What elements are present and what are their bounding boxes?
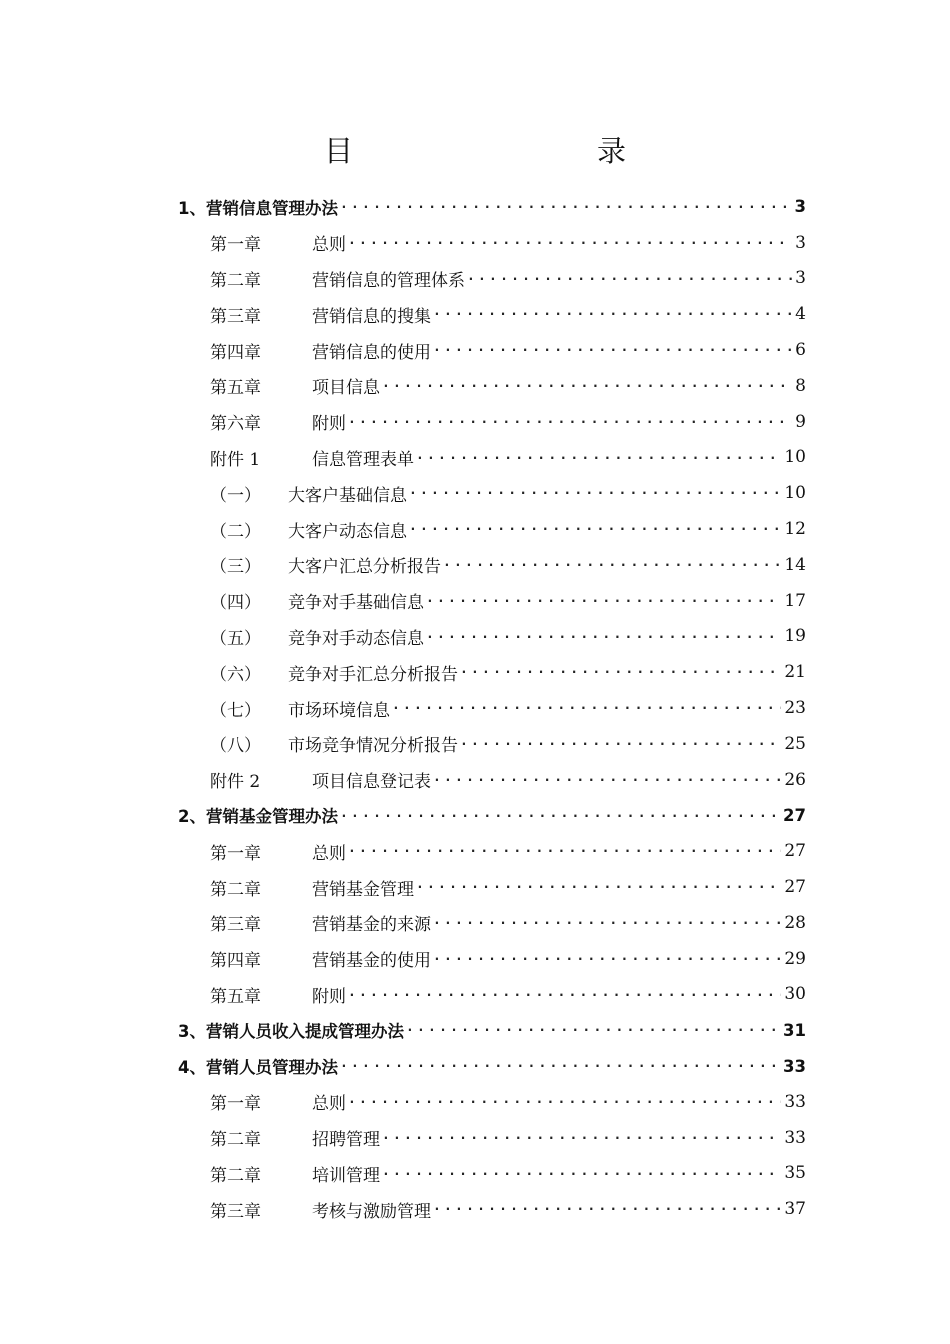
dot-leader	[433, 951, 781, 967]
toc-page-number: 6	[792, 340, 806, 360]
dot-leader	[433, 342, 792, 358]
toc-entry-number: 第五章	[210, 986, 261, 1007]
toc-page-number: 28	[781, 913, 806, 933]
dot-leader	[392, 700, 781, 716]
toc-entry-number: 第一章	[210, 235, 261, 256]
toc-entry-title: 项目信息	[312, 373, 382, 398]
toc-entry-number: 第三章	[210, 1201, 261, 1222]
dot-leader	[348, 1094, 781, 1110]
toc-entry-title: 培训管理	[312, 1161, 382, 1186]
toc-page-number: 12	[781, 519, 806, 539]
toc-entry-number: 第二章	[210, 879, 261, 900]
toc-entry-title: 4、营销人员管理办法	[178, 1054, 340, 1078]
toc-chapter-entry[interactable]	[0, 1084, 950, 1120]
dot-leader	[382, 1130, 781, 1146]
toc-entry-title: 大客户基础信息	[288, 481, 409, 506]
toc-page-number: 31	[780, 1021, 806, 1040]
toc-chapter-entry[interactable]	[0, 1156, 950, 1192]
toc-section-entry[interactable]	[0, 798, 950, 834]
toc-chapter-entry[interactable]	[0, 440, 950, 476]
dot-leader	[348, 235, 792, 251]
toc-chapter-entry[interactable]	[0, 977, 950, 1013]
toc-entry-title: 营销信息的使用	[312, 338, 433, 363]
toc-page-number: 17	[781, 591, 806, 611]
table-of-contents	[0, 189, 950, 1227]
toc-page-number: 8	[792, 376, 806, 396]
dot-leader	[409, 521, 781, 537]
toc-entry-title: 大客户动态信息	[288, 517, 409, 542]
dot-leader	[416, 879, 781, 895]
dot-leader	[426, 629, 781, 645]
toc-entry-title: 竞争对手基础信息	[288, 588, 426, 613]
toc-subentry[interactable]	[0, 690, 950, 726]
dot-leader	[460, 736, 781, 752]
dot-leader	[340, 199, 792, 215]
toc-entry-title: 营销基金的使用	[312, 946, 433, 971]
toc-page-number: 30	[781, 984, 806, 1004]
dot-leader	[382, 1166, 781, 1182]
toc-chapter-entry[interactable]	[0, 225, 950, 261]
toc-chapter-entry[interactable]	[0, 296, 950, 332]
toc-section-entry[interactable]	[0, 189, 950, 225]
toc-page-number: 19	[781, 626, 806, 646]
toc-entry-number: 第二章	[210, 1165, 261, 1186]
toc-subentry[interactable]	[0, 475, 950, 511]
toc-entry-number: 第二章	[210, 1130, 261, 1151]
toc-entry-number: 第三章	[210, 306, 261, 327]
toc-entry-title: 总则	[312, 1089, 348, 1114]
toc-page-number: 14	[781, 555, 806, 575]
toc-entry-number: 第六章	[210, 414, 261, 435]
toc-entry-title: 信息管理表单	[312, 445, 416, 470]
toc-entry-title: 竞争对手动态信息	[288, 624, 426, 649]
toc-page-number: 3	[792, 233, 806, 253]
toc-entry-number: 附件 1	[210, 449, 261, 470]
toc-chapter-entry[interactable]	[0, 1120, 950, 1156]
toc-subentry[interactable]	[0, 726, 950, 762]
dot-leader	[443, 557, 781, 573]
dot-leader	[348, 987, 781, 1003]
toc-subentry[interactable]	[0, 547, 950, 583]
toc-page-number: 35	[781, 1163, 806, 1183]
dot-leader	[340, 808, 780, 824]
toc-entry-title: 附则	[312, 409, 348, 434]
toc-entry-number: 附件 2	[210, 772, 261, 793]
toc-page-number: 3	[792, 268, 806, 288]
toc-chapter-entry[interactable]	[0, 368, 950, 404]
toc-page-number: 10	[781, 447, 806, 467]
toc-page-number: 29	[781, 949, 806, 969]
toc-entry-title: 2、营销基金管理办法	[178, 803, 340, 827]
toc-entry-title: 竞争对手汇总分析报告	[288, 660, 460, 685]
toc-chapter-entry[interactable]	[0, 869, 950, 905]
toc-chapter-entry[interactable]	[0, 941, 950, 977]
toc-entry-number: 第五章	[210, 378, 261, 399]
toc-entry-title: 营销信息的搜集	[312, 302, 433, 327]
toc-entry-number: 第四章	[210, 951, 261, 972]
toc-chapter-entry[interactable]	[0, 261, 950, 297]
toc-section-entry[interactable]	[0, 1048, 950, 1084]
toc-page-number: 21	[781, 662, 806, 682]
toc-entry-title: 营销基金的来源	[312, 910, 433, 935]
toc-entry-number: 第二章	[210, 270, 261, 291]
toc-page-number: 33	[781, 1128, 806, 1148]
toc-page-number: 4	[792, 304, 806, 324]
dot-leader	[409, 485, 781, 501]
toc-entry-title: 市场竞争情况分析报告	[288, 731, 460, 756]
toc-entry-title: 1、营销信息管理办法	[178, 195, 340, 219]
dot-leader	[467, 271, 792, 287]
toc-page-number: 27	[781, 877, 806, 897]
toc-entry-title: 营销信息的管理体系	[312, 266, 467, 291]
toc-chapter-entry[interactable]	[0, 833, 950, 869]
toc-chapter-entry[interactable]	[0, 404, 950, 440]
toc-entry-number: （五）	[210, 628, 261, 649]
toc-entry-title: 总则	[312, 230, 348, 255]
toc-subentry[interactable]	[0, 583, 950, 619]
toc-page-number: 23	[781, 698, 806, 718]
toc-entry-number: （六）	[210, 664, 261, 685]
toc-entry-title: 营销基金管理	[312, 875, 416, 900]
toc-page-number: 27	[780, 806, 806, 825]
toc-entry-number: 第三章	[210, 915, 261, 936]
toc-entry-title: 大客户汇总分析报告	[288, 552, 443, 577]
toc-entry-title: 招聘管理	[312, 1125, 382, 1150]
toc-page-number: 10	[781, 483, 806, 503]
dot-leader	[348, 414, 792, 430]
toc-page-number: 25	[781, 734, 806, 754]
dot-leader	[340, 1058, 780, 1074]
toc-subentry[interactable]	[0, 654, 950, 690]
toc-page-number: 27	[781, 841, 806, 861]
toc-subentry[interactable]	[0, 619, 950, 655]
toc-entry-number: （二）	[210, 521, 261, 542]
toc-entry-number: 第四章	[210, 342, 261, 363]
toc-entry-number: （七）	[210, 700, 261, 721]
dot-leader	[433, 306, 792, 322]
toc-entry-title: 市场环境信息	[288, 696, 392, 721]
toc-entry-title: 3、营销人员收入提成管理办法	[178, 1018, 406, 1042]
dot-leader	[460, 664, 781, 680]
toc-page-number: 26	[781, 770, 806, 790]
page-title: 目 录	[323, 134, 688, 168]
toc-chapter-entry[interactable]	[0, 905, 950, 941]
toc-entry-title: 总则	[312, 839, 348, 864]
toc-chapter-entry[interactable]	[0, 1191, 950, 1227]
toc-entry-number: （一）	[210, 485, 261, 506]
dot-leader	[406, 1022, 780, 1038]
toc-chapter-entry[interactable]	[0, 762, 950, 798]
toc-entry-number: （八）	[210, 736, 261, 757]
toc-section-entry[interactable]	[0, 1012, 950, 1048]
toc-entry-number: （四）	[210, 593, 261, 614]
toc-entry-title: 考核与激励管理	[312, 1197, 433, 1222]
toc-page-number: 33	[781, 1092, 806, 1112]
toc-entry-number: （三）	[210, 557, 261, 578]
toc-entry-number: 第一章	[210, 843, 261, 864]
dot-leader	[426, 593, 781, 609]
dot-leader	[433, 772, 781, 788]
toc-entry-title: 项目信息登记表	[312, 767, 433, 792]
toc-page-number: 9	[792, 412, 806, 432]
toc-entry-title: 附则	[312, 982, 348, 1007]
toc-chapter-entry[interactable]	[0, 332, 950, 368]
toc-page-number: 37	[781, 1199, 806, 1219]
dot-leader	[382, 378, 792, 394]
dot-leader	[433, 1201, 781, 1217]
toc-entry-number: 第一章	[210, 1094, 261, 1115]
dot-leader	[416, 450, 781, 466]
dot-leader	[348, 843, 781, 859]
dot-leader	[433, 915, 781, 931]
toc-page-number: 33	[780, 1057, 806, 1076]
toc-subentry[interactable]	[0, 511, 950, 547]
toc-page-number: 3	[792, 197, 806, 216]
